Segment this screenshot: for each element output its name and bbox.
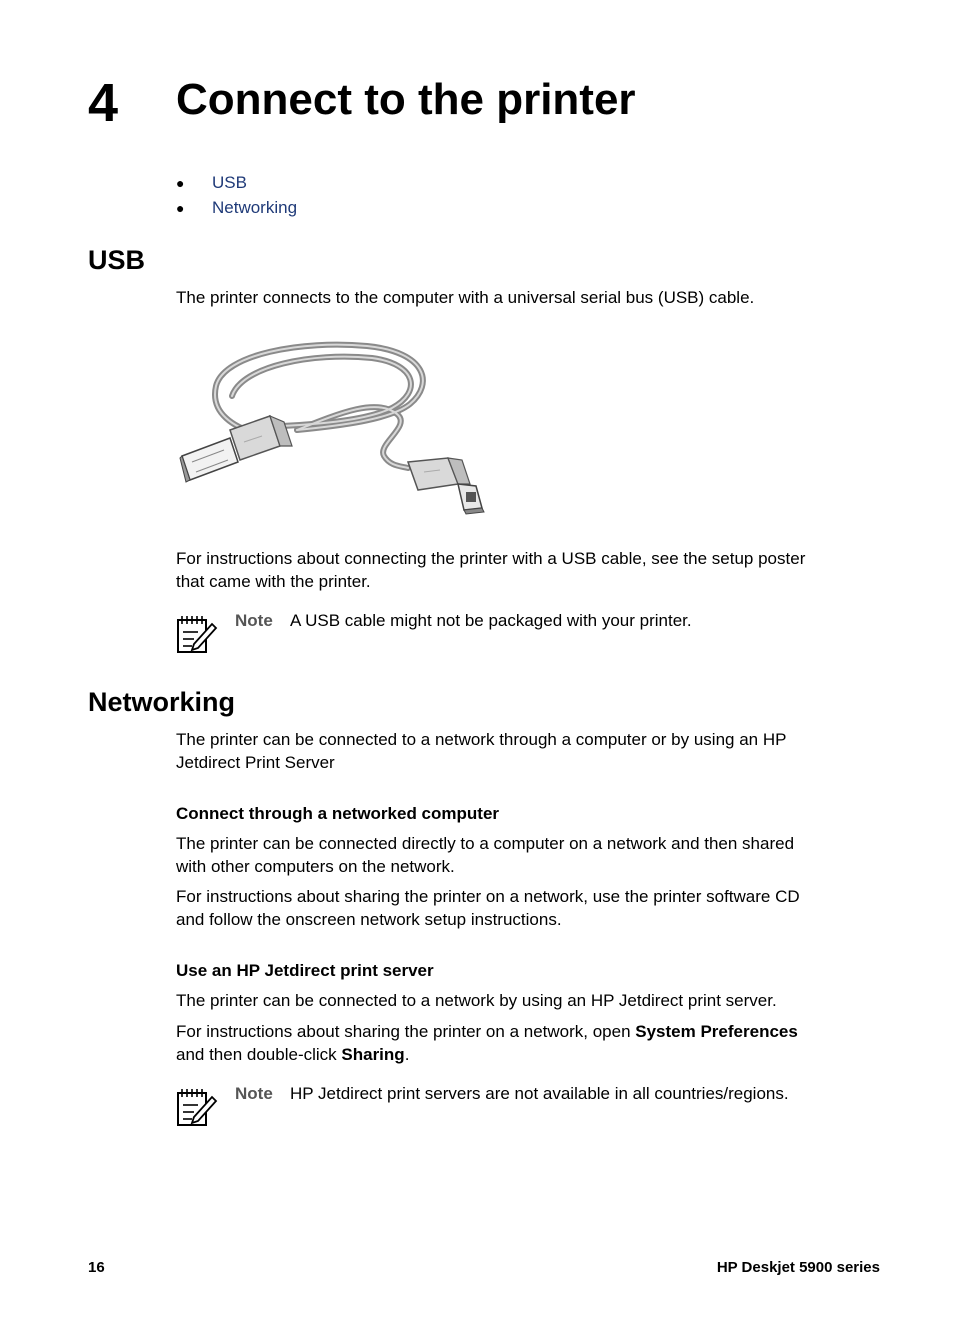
note-text: HP Jetdirect print servers are not available in all countries/regions. — [290, 1084, 789, 1103]
usb-intro: The printer connects to the computer with a universal serial bus (USB) cable. — [176, 288, 755, 307]
chapter-toc — [176, 170, 297, 220]
sharing-label: Sharing — [341, 1044, 405, 1064]
toc-item-usb — [176, 170, 297, 195]
note-label: Note — [235, 1084, 273, 1103]
usb-cable-illustration — [172, 334, 492, 518]
footer-product: HP Deskjet 5900 series — [716, 1259, 880, 1276]
toc-link-usb[interactable]: USB — [212, 172, 247, 192]
footer-page-number: 16 — [88, 1259, 105, 1276]
jetdirect-note — [176, 1083, 876, 1129]
usb-note — [176, 610, 876, 656]
usb-instructions: For instructions about connecting the printer with a USB cable, see the setup poster that came with the printer. — [176, 549, 806, 591]
jetdirect-heading: Use an HP Jetdirect print server — [176, 961, 434, 980]
bullet-icon: ● — [176, 199, 185, 216]
bullet-icon: ● — [176, 174, 185, 191]
toc-item-networking — [176, 195, 297, 220]
toc-link-networking[interactable]: Networking — [212, 197, 298, 217]
note-icon — [176, 1085, 218, 1127]
jetdirect-p1: The printer can be connected to a network by using an HP Jetdirect print server. — [176, 991, 777, 1010]
usb-b-connector — [408, 458, 484, 514]
note-label: Note — [235, 611, 273, 630]
networking-heading: Networking — [88, 687, 236, 717]
note-icon — [176, 612, 218, 654]
note-text: A USB cable might not be packaged with your printer. — [290, 611, 692, 630]
networked-computer-p2: For instructions about sharing the printer on a network, use the printer software CD and follow the onscreen network setup instructions. — [176, 887, 800, 929]
networking-intro: The printer can be connected to a network through a computer or by using an HP Jetdirect Print Server — [176, 730, 787, 772]
networked-computer-heading: Connect through a networked computer — [176, 804, 500, 823]
networked-computer-p1: The printer can be connected directly to a computer on a network and then shared with other computers on the network. — [176, 834, 795, 876]
usb-heading: USB — [88, 245, 146, 275]
jetdirect-p2: For instructions about sharing the printer on a network, open System Preferences and then double-click Sharing. — [176, 1022, 798, 1064]
system-preferences-label: System Preferences — [635, 1022, 798, 1041]
chapter-title: Connect to the printer — [176, 75, 636, 124]
chapter-number: 4 — [88, 73, 119, 133]
